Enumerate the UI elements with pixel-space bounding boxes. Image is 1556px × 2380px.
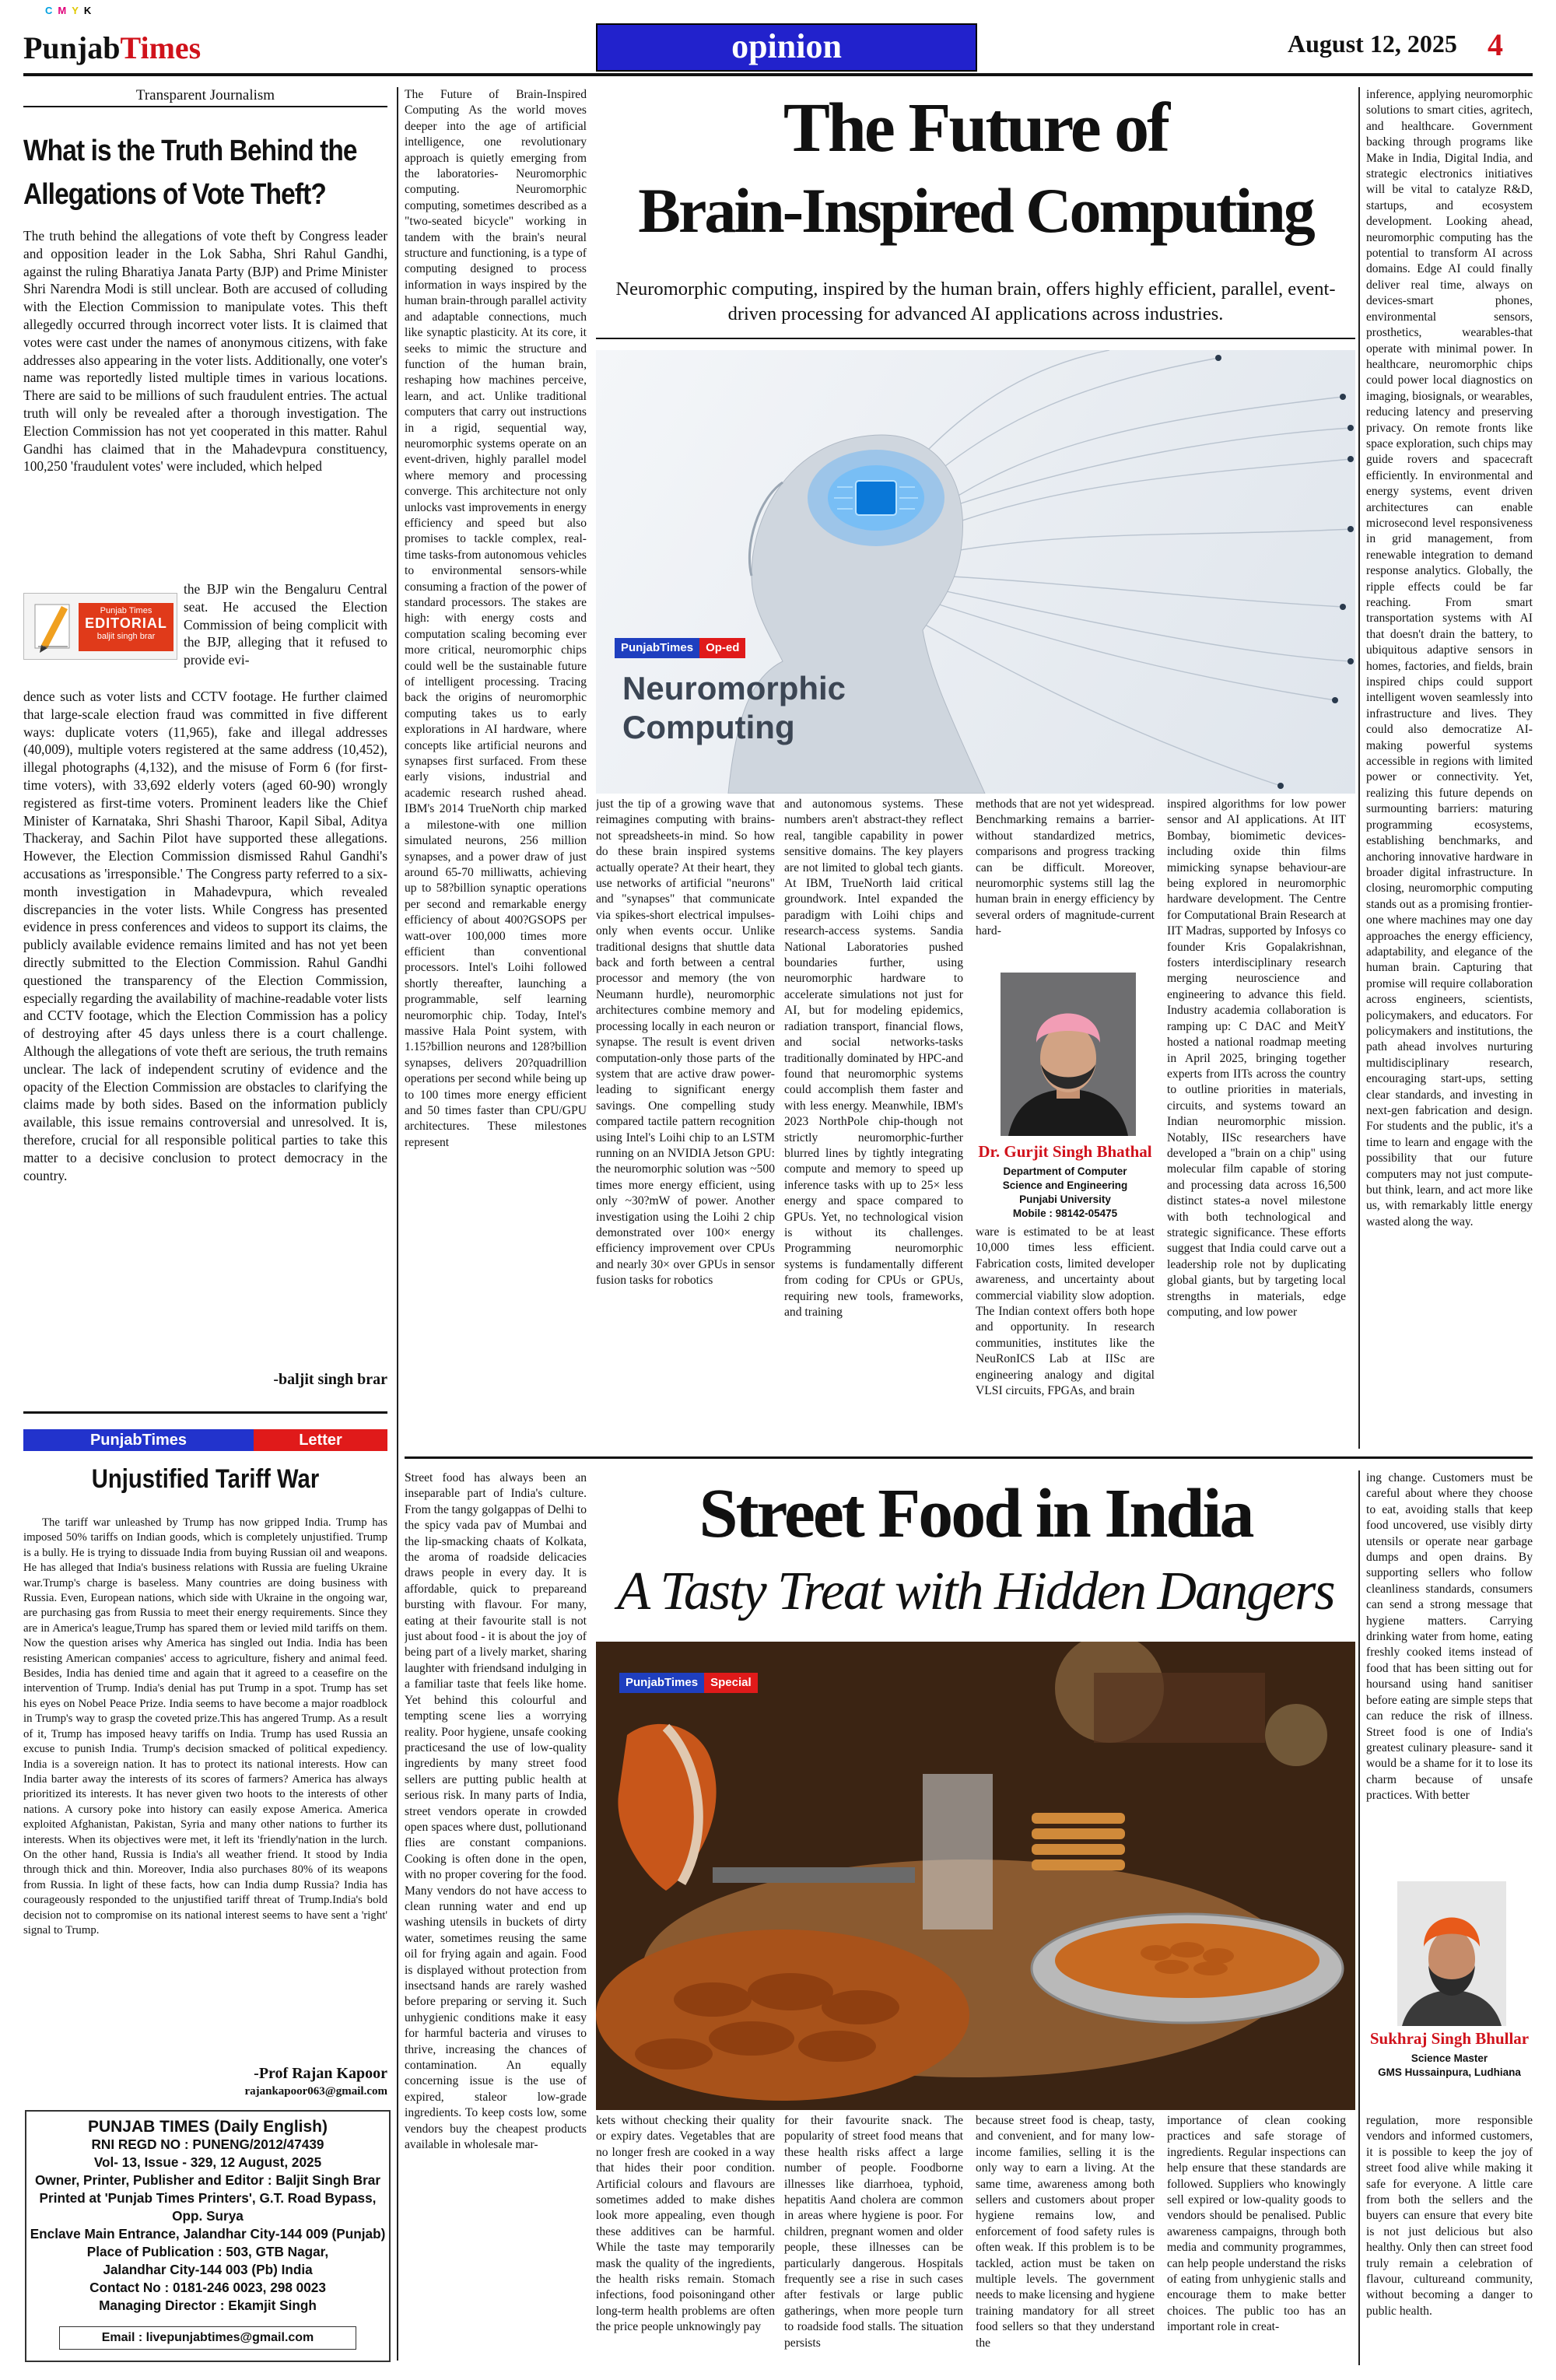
cmyk-k: K [83,5,94,16]
editorial-body-top: The truth behind the allegations of vote theft by Congress leader and opposition leader in the Lok Sabha, Shri Rahul Gandhi, against the ruling Bharatiya Janata Party (BJP) and Prime Minister Shri Narendra Modi is still unclear. Both are accused of colluding with the Election Commission to manipulate votes. This theft allegedly occurred through incorrect voter lists. It is claimed that votes were cast under the names of anonymous citizens, with fake addresses also appearing in the voter lists. Additionally, one voter's name was reportedly listed multiple times in various locations. There are said to be millions of such fraudulent entries. The actual truth will only be revealed after a thorough investigation. The Election Commission has not yet cooperated in this matter. Rahul Gandhi has claimed that in the Mahadevpura constituency, 100,250 'fraudulent votes' were included, which helped [23,228,387,475]
author-photo-bhathal [1001,973,1136,1136]
feature2-column-b: for their favourite snack. The popularity of street food means that these health risks affect a large number of people. Foodborne illnesses like diarrhoea, typhoid, hepatitis Aand cholera are common in areas where hygiene is poor. For children, pregnant women and older people, these illnesses can be particularly dangerous. Hospitals frequently see a rise in such cases after festivals or large public gatherings, when more people turn to roadside food stalls. The situation persists [784,2114,963,2350]
feature1-column-d: inspired algorithms for low power sensor and AI applications. At IIT Bombay, biomimetic devices-including oxide thin films mimicking synapse behaviour-are being explored in neuromorphic hardware development. The Centre for Computational Brain Research at IIT Madras, supported by Infosys co founder Kris Gopalakrishnan, fosters interdisciplinary research merging neuroscience and engineering to advance this field. Industry academia collaboration is ramping up: C DAC and MeitY hosted a national roadmap meeting in April 2025, bringing together experts from IITs across the country to outline priorities in materials, circuits, and systems toward an Indian neuromorphic mission. Notably, IISc researchers have developed a "brain on a chip" using molecular film capable of storing and processing data across 16,500 distinct states-a novel milestone with both technological and strategic significance. These efforts suggest that India could carve out a leadership role not by duplicating global giants, but by targeting local strengths in materials, edge computing, and low power [1167,797,1346,1319]
feature1-column-left: The Future of Brain-Inspired Computing As the world moves deeper into the age of artificial intelligence, one revolutionary approach is quietly emerging from the laboratories- Neuromorphic computing. Neuromorphic computing, sometimes described as a "two-seated bicycle" working in tandem with the brain's neural structure and functioning, is a type of computing designed to process information in ways inspired by the human brain-through parallel activity and adaptable connections, much like synaptic plasticity. At its core, it seeks to mimic the structure and function of the human brain, reshaping how machines perceive, learn, and act. Unlike traditional computers that carry out instructions in a rigid, sequential way, neuromorphic systems operate on an event-driven, highly parallel model where memory and processing converge. This architecture not only unlocks vast improvements in energy efficiency and speed but also promises to tackle complex, real-time tasks-from autonomous vehicles to environmental sensors-while consuming a fraction of the power of standard processors. The stakes are high: with energy costs and computation scaling becoming ever more critical, neuromorphic chips could well be the sustainable future of intelligent processing. Tracing back the origins of neuromorphic computing takes us to early explorations in AI hardware, where concepts like artificial neurons and synapses first surfaced. From these early visions, industrial and academic research rushed ahead. IBM's 2014 TrueNorth chip marked a milestone-with one million simulated neurons, 256 million synapses, and a power draw of just around 65-70 milliwatts, achieving up to 58?billion synaptic operations per second and remarkable energy efficiency of about 400?GSOPS per watt-over 100,000 times more efficient than conventional processors. Intel's Loihi followed shortly thereafter, launching a programmable, self learning neuromorphic chip. Today, Intel's massive Hala Point system, with 1.15?billion neurons and 128?billion synapses, delivers 20?quadrillion operations per second while being up to 100 times more energy efficient and 50 times faster than CPU/GPU architectures. These milestones represent [405,88,587,1149]
editorial-kicker: Transparent Journalism [135,87,275,103]
editorial-badge [23,593,177,660]
letter-label: PunjabTimes Letter [23,1429,387,1451]
editorial-body-wrap: the BJP win the Bengaluru Central seat. He accused the Election Commission of being complicit with the BJP, alleging that it refused to provide evi- [184,581,387,668]
feature1-column-c-bottom: ware is estimated to be at least 10,000 times less efficient. Fabrication costs, limited developer awareness, and uncertainty about commercial viability slow adoption. The Indian context offers both hope and opportunity. In research communities, institutes like the NeuRonICS Lab at IISc are engineering analogy and digital VLSI circuits, FPGAs, and brain [976,1225,1155,1398]
feature2-subhead: A Tasty Treat with Hidden Dangers [617,1562,1334,1621]
letter-signature: -Prof Rajan Kapoor [254,2065,387,2082]
left-divider [397,87,398,2361]
pencil-icon [30,598,74,654]
editorial-signature: -baljit singh brar [273,1371,387,1388]
brand-logo: PunjabTimes [23,30,202,65]
cmyk-c: C [45,5,55,16]
feature2-column-d: importance of clean cooking practices and safe storage of ingredients. Regular inspections can help ensure that these standards are followed. Suppliers who knowingly sell expired or low-quality goods to vendors should be penalised. Public awareness campaigns, through both media and community programmes, can help people understand the risks of eating from unhygienic stalls and encourage them to make better choices. The public too has an important role in creat- [1167,2114,1346,2334]
imprint-email: Email : livepunjabtimes@gmail.com [59,2326,356,2350]
right-divider-top [1358,87,1360,1449]
feature1-image [596,350,1355,794]
page-number: 4 [1488,27,1503,62]
section-banner: opinion [596,23,977,72]
feature1-headline: The Future of Brain-Inspired Computing [638,89,1313,246]
editorial-end-rule [23,1411,387,1414]
feature1-column-a: just the tip of a growing wave that reimagines computing with brains-not spreadsheets-in mind. So how do these brain inspired systems actually operate? At their heart, they use networks of artificial "neurons" and "synapses" that communicate via spikes-short electrical impulses-only when events occur. Unlike traditional designs that shuttle data back and forth between a central processor and memory (the von Neumann hurdle), neuromorphic architectures combine memory and processing locally in each neuron or synapse. The result is event driven computation-only those parts of the system that are active draw power-leading to significant energy savings. One compelling study compared tactile pattern recognition using Intel's Loihi chip to an LSTM running on an NVIDIA Jetson GPU: the neuromorphic solution was ~500 times more energy efficient, using only ~30?mW of power. Another investigation using the Loihi 2 chip demonstrated over 100× energy efficiency improvement over CPUs and nearly 30× over GPUs in sensor fusion tasks for robotics [596,797,775,1288]
cmyk-y: Y [72,5,81,16]
imprint-lines: PUNJAB TIMES (Daily English) RNI REGD NO : PUNENG/2012/47439 Vol- 13, Issue - 329, 12 August, 2025 Owner, Printer, Publisher and Editor : Baljit Singh Brar Printed at 'Punjab Times Printers', G.T. Road Bypass, Opp. Surya Enclave Main Entrance, Jalandhar City-144 009 (Punjab) Place of Publication : 503, GTB Nagar, Jalandhar City-144 003 (Pb) India Contact No : 0181-246 0023, 298 0023 Managing Director : Ekamjit Singh [30,2118,386,2313]
deck-rule [596,338,1355,339]
feature2-headline: Street Food in India [699,1475,1253,1552]
letter-email: rajankapoor063@gmail.com [244,2085,387,2098]
feature2-image [596,1642,1355,2110]
feature1-column-c-top: methods that are not yet widespread. Benchmarking remains a barrier-without standardized metrics, comparisons and progress tracking can be difficult. Moreover, neuromorphic systems still lag the human brain in energy efficiency by several orders of magnitude-current hard- [976,797,1155,938]
letter-headline: Unjustified Tariff War [91,1464,320,1494]
feature1-image-tag: PunjabTimes Op-ed [615,638,745,658]
editorial-body-bottom: dence such as voter lists and CCTV footage. He further claimed that large-scale election fraud was committed in five different ways: duplicate voters (11,965), fake and illegal addresses (40,009), multiple voters registered at the same address (10,452), illegal photographs (4,132), and the misuse of Form 6 (for first-time voters), with 33,692 elderly voters (aged 60-90) wrongly registered as first-time voters. Prominent leaders like the Chief Minister of Karnataka, Shri Shashi Tharoor, Kapil Sibal, Aditya Thackeray, and Sachin Pilot have supported these allegations. However, the Election Commission dismissed Rahul Gandhi's accusations as 'irresponsible.' The Congress party referred to a six-month investigation in Mahadevpura, which revealed discrepancies in the voter lists. While Congress has presented evidence in press conferences and videos to support its claims, the publicly available evidence remains limited and has not yet been directly submitted to the Election Commission. Rahul Gandhi questioned the transparency of the Election Commission, especially regarding the availability of machine-readable voter lists and CCTV footage, which the Election Commission has a policy of destroying after 45 days unless there is a court challenge. Although the allegations of vote theft are serious, the truth remains unclear. The lack of independent scrutiny of evidence and the opacity of the Election Commission are obstacles to clarifying the claims made by both sides. Based on the information publicly available, this issue remains controversial and unresolved. It is, therefore, crucial for all responsible political parties to take this matter to a decisive conclusion to protect democracy in the country. [23,689,387,1183]
masthead-rule [23,73,1533,76]
right-divider-bottom [1358,1470,1360,2365]
badge-label: Punjab Times EDITORIAL baljit singh brar [79,603,173,651]
feature2-image-tag: PunjabTimes Special [619,1673,758,1693]
kicker-rule [23,106,387,107]
feature1-column-right: inference, applying neuromorphic solutions to smart cities, agritech, and healthcare. Government backing through programs like Make in India, Digital India, and strategic electronics initiatives will be vital to catalyze R&D, startups, and ecosystem development. Looking ahead, neuromorphic computing has the potential to transform AI across domains. Edge AI could finally deliver real time, always on devices-smart phones, environmental sensors, prosthetics, wearables-that operate with minimal power. In healthcare, neuromorphic chips could power local diagnostics on imaging, biosignals, or wearables, reducing latency and preserving privacy. On remote fronts like space exploration, such chips may guide rovers and spacecraft efficiently. In environmental and energy systems, event driven architectures can enable microsecond level responsiveness in grid management, from renewable integration to demand response analytics. Globally, the ripple effects could be far reaching. From smart transportation systems with AI that doesn't drain the battery, to ubiquitous adaptive sensors in homes, factories, and fields, brain inspired chips could support intelligent woven seamlessly into infrastructure and lives. They could also democratize AI-making powerful systems accessible in regions with limited power or connectivity. Yet, realizing this future depends on surmounting barriers: maturing programming ecosystems, establishing benchmarks, and anchoring innovative hardware in broader digital infrastructure. In closing, neuromorphic computing stands out as a promising frontier-one where machines may one day approaches the energy efficiency, adaptability, and elegance of the human brain. Capturing that promise will require collaboration across engineers, scientists, policymakers, and educators. For policymakers and institutions, the path ahead involves nurturing multidisciplinary research, encouraging start-ups, setting clear standards, and investing in next-gen fabrication and design. For students and the public, it's a time to learn and engage with the possibility that our future computers may not just compute-but think, learn, and act more like us, with remarkably little energy wasted along the way. [1366,88,1533,1229]
feature2-column-left: Street food has always been an inseparable part of India's culture. From the tangy golgappas of Delhi to the spicy vada pav of Mumbai and the lip-smacking chaats of Kolkata, the aroma of roadside delicacies draws people in every day. It is affordable, quick to prepareand bursting with flavour. For many, eating at their favourite stall is not just about food - it is about the joy of being part of a lively market, sharing laughter with friendsand indulging in a familiar taste that feels like home. Yet behind this colourful and tempting scene lies a worrying reality. Poor hygiene, unsafe cooking practicesand the use of low-quality ingredients by many street food sellers are putting public health at serious risk. In many parts of India, street vendors operate in crowded open spaces where dust, pollutionand flies are constant companions. Cooking is often done in the open, with no proper covering for the food. Many vendors do not have access to clean running water and end up washing utensils in buckets of dirty water, sometimes reusing the same oil for frying again and again. Food is displayed without protection from insectsand hands are rarely washed before preparing or serving it. Such unhygienic conditions make it easy for harmful bacteria and viruses to thrive, increasing the chances of contamination. An equally concerning issue is the use of expired, staleor low-grade ingredients. To keep costs low, some vendors buy the cheapest products available in wholesale mar- [405,1471,587,2152]
letter-body: The tariff war unleashed by Trump has now gripped India. Trump has imposed 50% tariffs on Indian goods, which is completely unjustified. Trump is a bully. He is trying to dissuade India from buying Russian oil and weapons. He has alleged that India's business relations with Russia are fueling Ukraine war.Trump's charge is baseless. Many countries are doing business with Russia. Even, European nations, which side with Ukraine in the ongoing war, are purchasing gas from Russia to meet their energy requirements. Since they are in America's league,Trump has spared them or levied mild tariffs on them. Now the question arises why America has singled out India. India has been resisting American companies' access to agriculture, fishery and animal feed. Besides, India has denied time and again that it agreed to a ceasefire on the intervention of Trump. India's denial has put Trump in a spot. Trump has set his eyes on Nobel Peace Prize. India seems to have become a major roadblock in Trump's way to grasp the coveted prize.This has angered Trump. As a result of it, Trump has imposed heavy tariffs on India. Trump has used Russia an excuse to punish India. Trump's decision smacked of political expediency. India is a sovereign nation. It has to protect its national interests. How can India barter away the interests of its scores of farmers? America has always prioritized its interests. It has never given two hoots to the interests of other nations. A cursory poke into history can easily expose America. America exploited Afghanistan, Pakistan, Syria and many other nations to further its interests. When its objectives were met, it left its 'friendly'nation in the lurch. On the other hand, Russia is India's all weather friend. It stood by India through thick and thin. Moreover, India also purchases 80% of its weapons from Russia. In light of these facts, how can India dump Russia? India has courageously responded to the unjustified tariff threat of Trump.India's bold decision not to compromise on its national interest seems to have sent a 'right' signal to Trump. [23,1516,387,1937]
cmyk-marks [45,5,96,16]
author-photo-bhullar [1397,1881,1506,2026]
street-food-illustration [596,1642,1355,2110]
feature1-column-b: and autonomous systems. These numbers aren't abstract-they reflect real, tangible capability in power sensitive domains. The key players are not limited to global tech giants. At IBM, TrueNorth laid critical groundwork. Intel expanded the paradigm with Loihi chips and research-access systems. Sandia National Laboratories pushed boundaries further, using neuromorphic hardware to accelerate simulations not just for AI, but for modeling epidemics, radiation transport, financial flows, and social networks-tasks traditionally dominated by HPC-and found that neuromorphic systems could accomplish them faster and with less energy. Meanwhile, IBM's 2023 NorthPole chip-though not strictly neuromorphic-further blurred lines by tightly integrating compute and memory to speed up inference tasks with up to 25× less energy and space compared to GPUs. Yet, no technological vision is without its challenges. Programming neuromorphic systems is fundamentally different from coding for CPUs or GPUs, requiring new tools, frameworks, and training [784,797,963,1319]
feature1-image-title: Neuromorphic Computing [622,670,846,745]
feature2-byline: Sukhraj Singh Bhullar Science Master GMS Hussainpura, Ludhiana [1369,2029,1530,2078]
feature1-deck: Neuromorphic computing, inspired by the human brain, offers highly efficient, parallel, event-driven processing for advanced AI applications across industries. [615,279,1336,324]
feature2-column-c: because street food is cheap, tasty, and convenient, and for many low-income families, selling it is the only way to earn a living. At the same time, awareness among both sellers and customers about proper hygiene remains low, and enforcement of food safety rules is often weak. If this problem is to be tackled, action must be taken on multiple levels. The government needs to make licensing and hygiene training mandatory for all street food sellers so that they understand the [976,2114,1155,2350]
editorial-headline: What is the Truth Behind the Allegations of Vote Theft? [23,135,357,211]
feature2-column-right-bottom: regulation, more responsible vendors and informed customers, it is possible to keep the joy of street food alive while making it safe for everyone. A little care from both the sellers and the buyers can ensure that every bite is not just delicious but also healthy. Only then can street food truly remain a celebration of flavour, cultureand community, without becoming a danger to public health. [1366,2114,1533,2318]
feature2-column-right-top: ing change. Customers must be careful about where they choose to eat, avoiding stalls that keep food uncovered, use visibly dirty utensils or operate near garbage dumps and open drains. By supporting sellers who follow cleanliness standards, consumers can send a strong message that hygiene matters. Carrying drinking water from home, eating freshly cooked items instead of food that has been sitting out for hoursand using hand sanitiser before eating are simple steps that can reduce the risk of illness. Street food is one of India's greatest culinary pleasure- sand it would be a shame for it to lose its charm because of unsafe practices. With better [1366,1471,1533,1803]
cmyk-m: M [58,5,69,16]
imprint-box [25,2110,391,2362]
feature2-column-a: kets without checking their quality or expiry dates. Vegetables that are no longer fresh are cooked in a way that hides their poor condition. Artificial colours and flavours are sometimes added to make dishes look more appealing, even though these additives can be harmful. While the taste may temporarily mask the quality of the ingredients, the health risks remain. Stomach infections, food poisoningand other long-term health problems are often the price people unknowingly pay [596,2114,775,2334]
feature1-byline: Dr. Gurjit Singh Bhathal Department of Computer Science and Engineering Punjabi University Mobile : 98142-05475 [978,1142,1152,1219]
feature-divider [405,1456,1533,1459]
issue-date: August 12, 2025 [1288,30,1457,58]
